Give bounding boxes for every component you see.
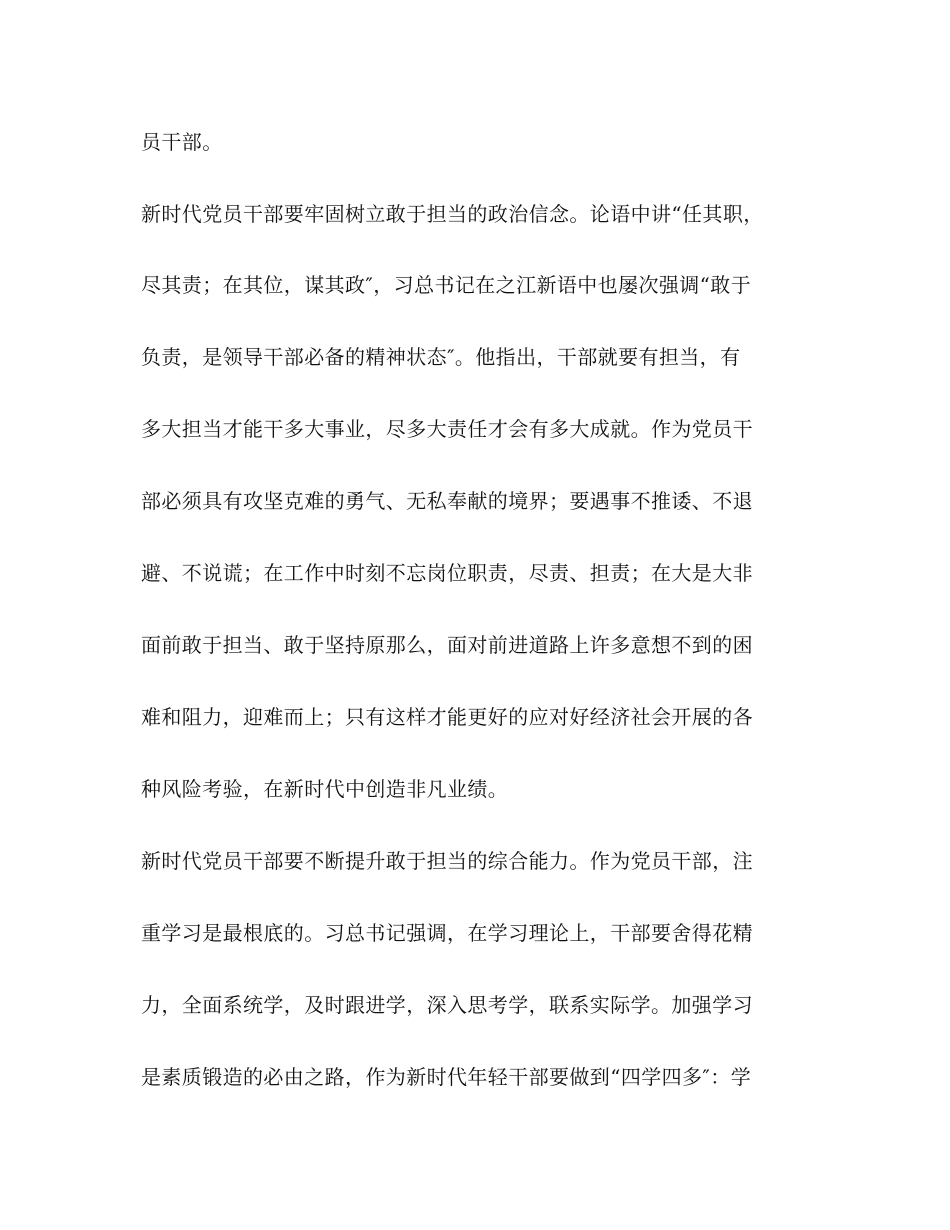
text-line: 面前敢于担当、敢于坚持原那么，面对前进道路上许多意想不到的困 <box>141 633 753 657</box>
text-line: 新时代党员干部要牢固树立敢于担当的政治信念。论语中讲“任其职， <box>141 202 764 226</box>
text-line: 重学习是最根底的。习总书记强调，在学习理论上，干部要舍得花精 <box>141 921 753 945</box>
text-line: 员干部。 <box>141 130 223 154</box>
text-line: 多大担当才能干多大事业，尽多大责任才会有多大成就。作为党员干 <box>141 417 753 441</box>
text-line: 是素质锻造的必由之路，作为新时代年轻干部要做到“四学四多″：学 <box>141 1065 752 1089</box>
text-line: 难和阻力，迎难而上；只有这样才能更好的应对好经济社会开展的各 <box>141 705 753 729</box>
text-line: 部必须具有攻坚克难的勇气、无私奉献的境界；要遇事不推诿、不退 <box>141 489 753 513</box>
text-line: 尽其责；在其位，谋其政″，习总书记在之江新语中也屡次强调“敢于 <box>141 273 752 297</box>
text-line: 力，全面系统学，及时跟进学，深入思考学，联系实际学。加强学习 <box>141 993 753 1017</box>
text-line: 新时代党员干部要不断提升敢于担当的综合能力。作为党员干部，注 <box>141 849 753 873</box>
text-line: 避、不说谎；在工作中时刻不忘岗位职责，尽责、担责；在大是大非 <box>141 561 753 585</box>
text-line: 种风险考验，在新时代中创造非凡业绩。 <box>141 777 509 801</box>
text-line: 负责，是领导干部必备的精神状态″。他指出，干部就要有担当，有 <box>141 345 741 369</box>
